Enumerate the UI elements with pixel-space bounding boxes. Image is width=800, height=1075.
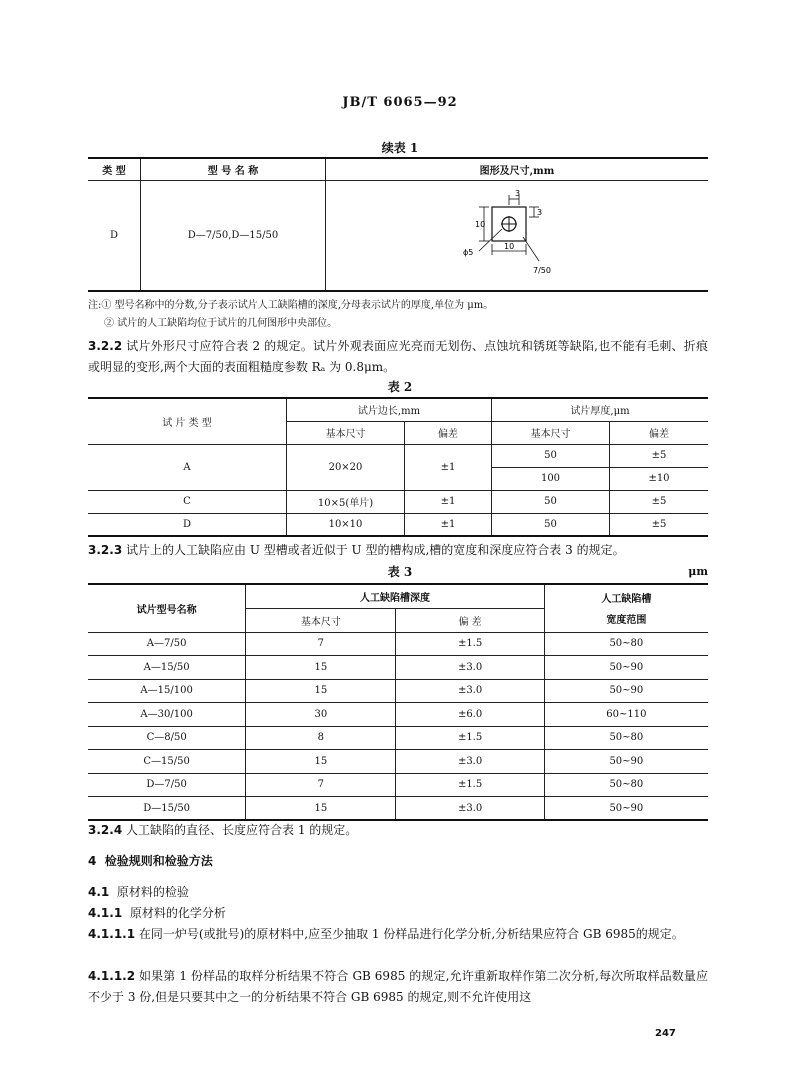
section-number: 4 — [88, 854, 97, 868]
table-row — [88, 490, 708, 513]
section-number: 4.1.1.2 — [88, 969, 136, 983]
table-row — [88, 632, 708, 656]
table3-cell-model: D—7/50 — [88, 773, 246, 797]
table3-cell-width: 50~90 — [544, 797, 708, 821]
table3-header-width-line2: 宽度范围 — [606, 615, 647, 627]
table3-cell-width: 50~80 — [544, 632, 708, 656]
table3-cell-model: A—30/100 — [88, 703, 246, 727]
table3-header-depth: 人工缺陷槽深度 — [246, 584, 544, 608]
section-4-heading — [88, 851, 708, 872]
table1-type-cell: D — [88, 180, 141, 291]
table-row — [88, 656, 708, 680]
table2-cell-dev: ±1 — [405, 444, 492, 490]
table-row — [88, 726, 708, 750]
table-row — [88, 679, 708, 703]
table3-cell-dev: ±1.5 — [396, 773, 544, 797]
table2-cell-size: 10×5(单片) — [287, 490, 405, 513]
section-4-1-1-heading — [88, 903, 708, 924]
section-4-1-1-2 — [88, 966, 708, 1008]
table2-cell-type: A — [88, 444, 287, 490]
table2-cell-type: C — [88, 490, 287, 513]
table2-header-thick-dev: 偏差 — [610, 421, 709, 444]
table3-header-model: 试片型号名称 — [88, 584, 246, 632]
table2-cell-thick-dev: ±5 — [610, 444, 709, 467]
table3-cell-depth: 15 — [246, 750, 396, 774]
section-title: 原材料的检验 — [116, 885, 189, 899]
table2-header-type: 试 片 类 型 — [88, 398, 287, 444]
table3-cell-depth: 7 — [246, 773, 396, 797]
table3-cell-width: 50~90 — [544, 656, 708, 680]
table-row — [88, 513, 708, 536]
table3-cell-depth: 30 — [246, 703, 396, 727]
table3-unit: μm — [688, 565, 708, 578]
section-text: 试片上的人工缺陷应由 U 型槽或者近似于 U 型的槽构成,槽的宽度和深度应符合表 3 的规定。 — [126, 543, 625, 557]
table3-header-dev: 偏 差 — [396, 608, 544, 632]
table2-caption: 表 2 — [387, 380, 413, 394]
section-3-2-4 — [88, 820, 708, 841]
table3-header-basic: 基本尺寸 — [246, 608, 396, 632]
table3-cell-model: C—15/50 — [88, 750, 246, 774]
table3-cell-model: A—15/50 — [88, 656, 246, 680]
table2-cell-thick: 50 — [492, 444, 610, 467]
table3-cell-depth: 15 — [246, 797, 396, 821]
section-text: 人工缺陷的直径、长度应符合表 1 的规定。 — [126, 823, 358, 837]
table-row — [88, 444, 708, 467]
table2-header-edge: 试片边长,mm — [287, 398, 492, 421]
section-3-2-2 — [88, 336, 708, 378]
dim-right-label: 3 — [537, 207, 543, 217]
section-title: 检验规则和检验方法 — [104, 854, 213, 868]
table3-cell-width: 50~80 — [544, 726, 708, 750]
table3-cell-depth: 15 — [246, 656, 396, 680]
section-number: 3.2.4 — [88, 823, 123, 837]
section-4-1-heading — [88, 882, 708, 903]
section-4-1-1-1 — [88, 924, 708, 945]
dim-top-label: 3 — [515, 188, 521, 198]
table3-header-width — [544, 584, 708, 632]
table2-cell-type: D — [88, 513, 287, 536]
dim-diameter-label: ϕ5 — [463, 247, 474, 257]
table3-cell-depth: 8 — [246, 726, 396, 750]
note-1: 注:① 型号名称中的分数,分子表示试片人工缺陷槽的深度,分母表示试片的厚度,单位为 μm。 — [88, 300, 494, 311]
table2-cell-thick-dev: ±10 — [610, 467, 709, 490]
table-row — [88, 750, 708, 774]
table2-cell-thick-dev: ±5 — [610, 513, 709, 536]
table3-cell-model: A—7/50 — [88, 632, 246, 656]
section-text: 如果第 1 份样品的取样分析结果不符合 GB 6985 的规定,允许重新取样作第二次分析,每次所取样品数量应不少于 3 份,但是只要其中之一的分析结果不符合 GB 6985 的规定,则不允许使用这 — [88, 969, 708, 1004]
dim-left-label: 10 — [475, 219, 486, 229]
table3-cell-dev: ±3.0 — [396, 797, 544, 821]
section-title: 原材料的化学分析 — [129, 906, 226, 920]
note-2: ② 试片的人工缺陷均位于试片的几何图形中央部位。 — [104, 318, 338, 329]
table2-cell-thick-dev: ±5 — [610, 490, 709, 513]
table2-cell-dev: ±1 — [405, 490, 492, 513]
table-row — [88, 773, 708, 797]
table1-figure-cell — [326, 180, 709, 291]
table1-header-figure: 图形及尺寸,mm — [326, 158, 709, 180]
table3-cell-dev: ±1.5 — [396, 726, 544, 750]
table2-cell-thick: 100 — [492, 467, 610, 490]
table2-cell-thick: 50 — [492, 490, 610, 513]
section-number: 4.1.1 — [88, 906, 123, 920]
section-number: 4.1 — [88, 885, 110, 899]
table2 — [88, 397, 708, 537]
table3-cell-model: C—8/50 — [88, 726, 246, 750]
dim-bottom-label: 10 — [504, 241, 515, 251]
table3-cell-width: 50~90 — [544, 679, 708, 703]
table3-cell-model: A—15/100 — [88, 679, 246, 703]
table3-cell-width: 60~110 — [544, 703, 708, 727]
table2-cell-thick: 50 — [492, 513, 610, 536]
section-text: 在同一炉号(或批号)的原材料中,应至少抽取 1 份样品进行化学分析,分析结果应符合 GB 6985的规定。 — [138, 927, 684, 941]
table1-header-type: 类 型 — [88, 158, 141, 180]
table3-cell-depth: 7 — [246, 632, 396, 656]
section-number: 4.1.1.1 — [88, 927, 136, 941]
table1-header-model: 型 号 名 称 — [141, 158, 326, 180]
table3-caption: 表 3 — [387, 565, 413, 579]
table3-cell-width: 50~80 — [544, 773, 708, 797]
section-number: 3.2.2 — [88, 339, 123, 353]
table2-header-edge-dev: 偏差 — [405, 421, 492, 444]
dim-ratio-label: 7/50 — [533, 265, 551, 275]
table3-cell-dev: ±3.0 — [396, 679, 544, 703]
table2-header-edge-basic: 基本尺寸 — [287, 421, 405, 444]
section-number: 3.2.3 — [88, 543, 123, 557]
table2-header-thick-basic: 基本尺寸 — [492, 421, 610, 444]
table1-caption: 续表 1 — [381, 141, 419, 155]
table1 — [88, 157, 708, 292]
table3-cell-depth: 15 — [246, 679, 396, 703]
table3-cell-width: 50~90 — [544, 750, 708, 774]
table3-cell-dev: ±3.0 — [396, 656, 544, 680]
table-row — [88, 703, 708, 727]
document-header: JB/T 6065—92 — [342, 95, 458, 110]
table3-cell-dev: ±1.5 — [396, 632, 544, 656]
table2-header-thickness: 试片厚度,μm — [492, 398, 709, 421]
section-text: 试片外形尺寸应符合表 2 的规定。试片外观表面应光亮而无划伤、点蚀坑和锈斑等缺陷,也不能有毛刺、折痕或明显的变形,两个大面的表面粗糙度参数 Rₐ 为 0.8μm。 — [88, 339, 708, 374]
table3-header-width-line1: 人工缺陷槽 — [601, 594, 652, 606]
table2-cell-dev: ±1 — [405, 513, 492, 536]
table3 — [88, 583, 708, 821]
specimen-dimension-diagram — [457, 189, 577, 279]
table-row — [88, 797, 708, 821]
table3-cell-dev: ±3.0 — [396, 750, 544, 774]
page-number: 247 — [655, 1028, 676, 1039]
table2-cell-size: 20×20 — [287, 444, 405, 490]
section-3-2-3 — [88, 540, 708, 561]
table1-model-cell: D—7/50,D—15/50 — [141, 180, 326, 291]
table3-cell-model: D—15/50 — [88, 797, 246, 821]
table2-cell-size: 10×10 — [287, 513, 405, 536]
table3-cell-dev: ±6.0 — [396, 703, 544, 727]
